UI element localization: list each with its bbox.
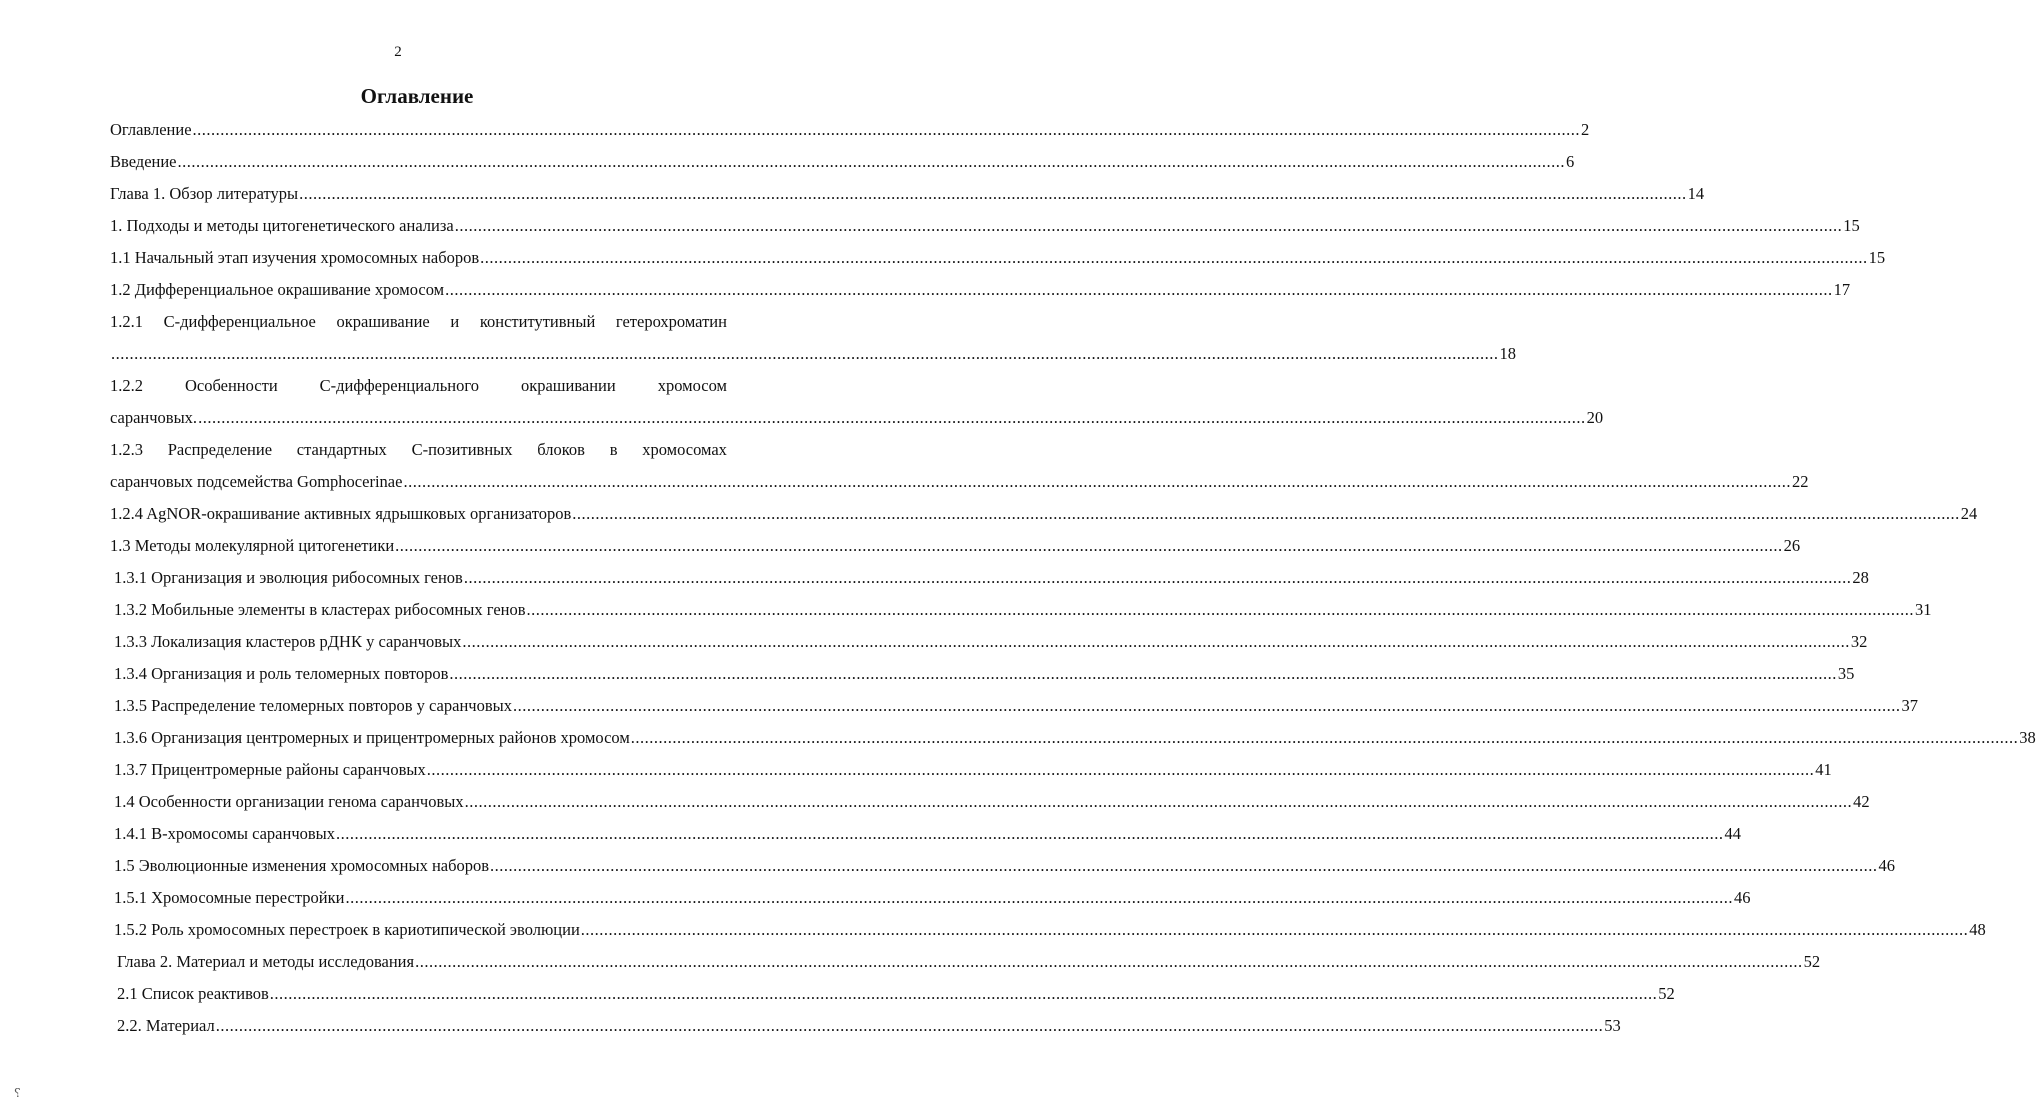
toc-entry-page: 48 — [1969, 920, 1986, 939]
leader-dots: ............................................................................................................................................................................................................................................................................................................ — [345, 888, 1733, 907]
toc-entry-line1[interactable] — [110, 310, 727, 334]
toc-entry-title: 1.3.1 Организация и эволюция рибосомных генов — [114, 568, 463, 587]
toc-entry-title: 1.2.4 AgNOR-окрашивание активных ядрышковых организаторов — [110, 504, 572, 523]
toc-entry-page: 46 — [1878, 856, 1896, 875]
toc-word: 1.2.2 — [110, 376, 143, 395]
toc-entry-page: 2 — [1581, 120, 1590, 139]
leader-dots: ............................................................................................................................................................................................................................................................................................................ — [480, 248, 1868, 267]
toc-word: C-позитивных — [411, 440, 513, 459]
toc-word: в — [609, 440, 618, 459]
toc-entry[interactable] — [110, 278, 1851, 302]
toc-entry[interactable] — [114, 662, 1855, 686]
toc-entry-page: 26 — [1783, 536, 1801, 555]
toc-entry-title: 1.4 Особенности организации генома саранчовых — [114, 792, 464, 811]
toc-entry-title: 1.3.5 Распределение теломерных повторов у саранчовых — [114, 696, 512, 715]
toc-entry-page: 52 — [1658, 984, 1675, 1003]
leader-dots: ............................................................................................................................................................................................................................................................................................................ — [580, 920, 1969, 939]
leader-dots: ............................................................................................................................................................................................................................................................................................................ — [111, 344, 1499, 363]
toc-entry-page: 24 — [1960, 504, 1978, 523]
toc-entry-page: 37 — [1901, 696, 1918, 715]
toc-entry-title: саранчовых подсемейства Gomphocerinae — [110, 472, 403, 491]
toc-entry-title: Введение — [110, 152, 177, 171]
toc-entry[interactable] — [114, 630, 1868, 654]
toc-entry[interactable] — [114, 886, 1751, 910]
leader-dots: ............................................................................................................................................................................................................................................................................................................ — [572, 504, 1960, 523]
toc-entry-line2[interactable] — [110, 342, 1516, 366]
toc-entry-line1[interactable] — [110, 438, 727, 462]
toc-entry-page: 6 — [1566, 152, 1575, 171]
toc-entry[interactable] — [114, 854, 1896, 878]
leader-dots: ............................................................................................................................................................................................................................................................................................................ — [490, 856, 1878, 875]
toc-word: 1.2.1 — [110, 312, 143, 331]
toc-entry-page: 28 — [1852, 568, 1869, 587]
toc-entry[interactable] — [114, 918, 1986, 942]
toc-entry[interactable] — [110, 214, 1860, 238]
leader-dots: ............................................................................................................................................................................................................................................................................................................ — [269, 984, 1658, 1003]
toc-entry[interactable] — [110, 150, 1575, 174]
toc-entry-title: 1.3.6 Организация центромерных и прицентромерных районов хромосом — [114, 728, 630, 747]
toc-entry[interactable] — [117, 982, 1675, 1006]
toc-word: хромосом — [657, 376, 727, 395]
toc-entry-page: 31 — [1915, 600, 1932, 619]
toc-word: C-дифференциальное — [163, 312, 316, 331]
toc-entry-page: 46 — [1733, 888, 1751, 907]
leader-dots: ............................................................................................................................................................................................................................................................................................................ — [462, 632, 1850, 651]
toc-entry-title: Глава 2. Материал и методы исследования — [117, 952, 415, 971]
toc-entry-page: 38 — [2019, 728, 2036, 747]
toc-entry-line2[interactable] — [110, 470, 1809, 494]
toc-entry[interactable] — [114, 790, 1870, 814]
toc-entry[interactable] — [114, 694, 1918, 718]
toc-entry-title: 1.3.2 Мобильные элементы в кластерах рибосомных генов — [114, 600, 526, 619]
toc-entry[interactable] — [117, 950, 1821, 974]
toc-entry-title: Глава 1. Обзор литературы — [110, 184, 299, 203]
toc-entry-page: 53 — [1604, 1016, 1621, 1035]
leader-dots: ............................................................................................................................................................................................................................................................................................................ — [526, 600, 1915, 619]
leader-dots: ............................................................................................................................................................................................................................................................................................................ — [336, 824, 1724, 843]
toc-entry-title: 2.2. Материал — [117, 1016, 215, 1035]
toc-entry-page: 18 — [1499, 344, 1516, 363]
toc-word: C-дифференциального — [319, 376, 479, 395]
toc-entry-page: 35 — [1837, 664, 1855, 683]
leader-dots: ............................................................................................................................................................................................................................................................................................................ — [177, 152, 1566, 171]
leader-dots: ............................................................................................................................................................................................................................................................................................................ — [299, 184, 1687, 203]
toc-entry-page: 42 — [1853, 792, 1870, 811]
toc-entry[interactable] — [114, 822, 1742, 846]
toc-entry-title: 2.1 Список реактивов — [117, 984, 269, 1003]
toc-word: Особенности — [184, 376, 278, 395]
toc-word: гетерохроматин — [615, 312, 727, 331]
toc-word: хромосомах — [642, 440, 727, 459]
toc-entry[interactable] — [117, 1014, 1621, 1038]
toc-entry-page: 20 — [1586, 408, 1604, 427]
toc-entry-title: 1.5.2 Роль хромосомных перестроек в кариотипической эволюции — [114, 920, 580, 939]
toc-entry[interactable] — [110, 534, 1801, 558]
leader-dots: ............................................................................................................................................................................................................................................................................................................ — [426, 760, 1815, 779]
toc-entry-title: 1.3.7 Прицентромерные районы саранчовых — [114, 760, 426, 779]
toc-entry-page: 14 — [1687, 184, 1705, 203]
toc-entry-title: 1.3.3 Локализация кластеров рДНК у саранчовых — [114, 632, 462, 651]
leader-dots: ............................................................................................................................................................................................................................................................................................................ — [464, 792, 1853, 811]
toc-word: блоков — [537, 440, 585, 459]
leader-dots: ............................................................................................................................................................................................................................................................................................................ — [454, 216, 1843, 235]
leader-dots: ............................................................................................................................................................................................................................................................................................................ — [192, 120, 1581, 139]
toc-entry-page: 41 — [1815, 760, 1832, 779]
page-title: Оглавление — [360, 84, 474, 108]
toc-entry-page: 15 — [1868, 248, 1886, 267]
toc-entry[interactable] — [110, 502, 1978, 526]
leader-dots: ............................................................................................................................................................................................................................................................................................................ — [512, 696, 1901, 715]
toc-entry-page: 15 — [1843, 216, 1860, 235]
toc-entry-title: 1.2 Дифференциальное окрашивание хромосом — [110, 280, 445, 299]
toc-entry[interactable] — [114, 566, 1869, 590]
leader-dots: ............................................................................................................................................................................................................................................................................................................ — [198, 408, 1586, 427]
page-number: 2 — [394, 44, 402, 60]
toc-word: Распределение — [167, 440, 273, 459]
leader-dots: ............................................................................................................................................................................................................................................................................................................ — [395, 536, 1783, 555]
toc-entry-title: 1.3 Методы молекулярной цитогенетики — [110, 536, 395, 555]
toc-entry[interactable] — [114, 758, 1832, 782]
toc-entry-line1[interactable] — [110, 374, 727, 398]
toc-word: 1.2.3 — [110, 440, 143, 459]
toc-word: и — [450, 312, 460, 331]
toc-word: окрашивании — [520, 376, 616, 395]
toc-entry-page: 52 — [1803, 952, 1821, 971]
scan-corner-mark: ⸮ — [14, 1086, 21, 1100]
toc-entry[interactable] — [110, 182, 1705, 206]
leader-dots: ............................................................................................................................................................................................................................................................................................................ — [449, 664, 1837, 683]
leader-dots: ............................................................................................................................................................................................................................................................................................................ — [215, 1016, 1604, 1035]
toc-entry-title: 1.5 Эволюционные изменения хромосомных наборов — [114, 856, 490, 875]
toc-entry-title: Оглавление — [110, 120, 192, 139]
toc-entry[interactable] — [110, 246, 1886, 270]
leader-dots: ............................................................................................................................................................................................................................................................................................................ — [445, 280, 1833, 299]
toc-entry[interactable] — [110, 118, 1590, 142]
toc-word: стандартных — [296, 440, 387, 459]
toc-entry-page: 32 — [1850, 632, 1868, 651]
toc-word: конститутивный — [479, 312, 596, 331]
toc-word: окрашивание — [336, 312, 430, 331]
leader-dots: ............................................................................................................................................................................................................................................................................................................ — [463, 568, 1852, 587]
leader-dots: ............................................................................................................................................................................................................................................................................................................ — [630, 728, 2019, 747]
toc-entry[interactable] — [114, 726, 2036, 750]
toc-entry-title: 1. Подходы и методы цитогенетического анализа — [110, 216, 454, 235]
toc-entry-title: саранчовых. — [110, 408, 198, 427]
toc-entry-title: 1.3.4 Организация и роль теломерных повторов — [114, 664, 449, 683]
leader-dots: ............................................................................................................................................................................................................................................................................................................ — [403, 472, 1791, 491]
toc-entry-title: 1.4.1 B-хромосомы саранчовых — [114, 824, 336, 843]
toc-entry-page: 22 — [1791, 472, 1809, 491]
leader-dots: ............................................................................................................................................................................................................................................................................................................ — [415, 952, 1803, 971]
toc-entry-title: 1.1 Начальный этап изучения хромосомных наборов — [110, 248, 480, 267]
toc-entry-title: 1.5.1 Хромосомные перестройки — [114, 888, 345, 907]
toc-entry-page: 44 — [1724, 824, 1742, 843]
toc-entry-line2[interactable] — [110, 406, 1604, 430]
toc-entry[interactable] — [114, 598, 1932, 622]
toc-entry-page: 17 — [1833, 280, 1851, 299]
